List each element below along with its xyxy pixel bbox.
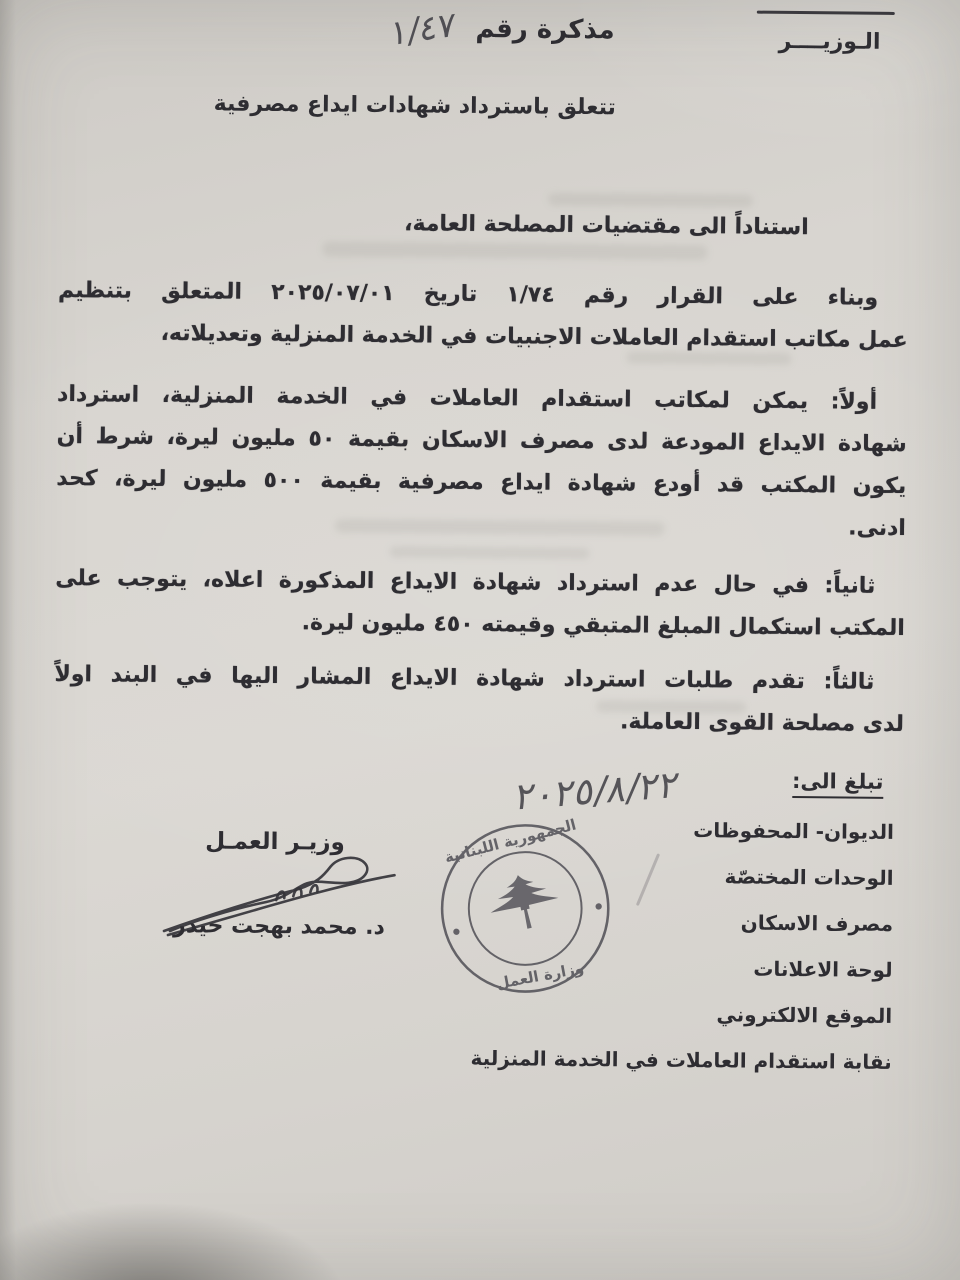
body-line: المكتب استكمال المبلغ المتبقي وقيمته ٤٥٠ مليون ليرة. [301, 610, 906, 642]
minister-label: الـوزيــــر [778, 28, 881, 55]
bleed-through-artifact [596, 700, 746, 713]
paragraph-preamble-2 [57, 270, 908, 362]
memo-title-row [389, 4, 615, 55]
bleed-through-artifact [390, 546, 590, 559]
paragraph-second-clause [55, 558, 906, 650]
body-line: ادنى. [848, 515, 906, 542]
bleed-through-artifact [548, 193, 753, 208]
list-item: مصرف الاسكان [740, 910, 894, 936]
list-item: الوحدات المختصّة [724, 864, 894, 890]
letterhead-rule [757, 11, 895, 15]
list-item: لوحة الاعلانات [753, 956, 893, 982]
body-line: يكون المكتب قد أودع شهادة ايداع مصرفية بقيمة ٥٠٠ مليون ليرة، كحد [56, 465, 907, 500]
memo-subject: تتعلق باسترداد شهادات ايداع مصرفية [213, 91, 617, 121]
bleed-through-artifact [626, 351, 791, 365]
body-line: أولاً: يمكن لمكاتب استقدام العاملات في الخدمة المنزلية، استرداد [56, 381, 878, 415]
list-item: الديوان- المحفوظات [693, 818, 895, 844]
list-item: نقابة استقدام العاملات في الخدمة المنزلية [470, 1045, 892, 1074]
body-line: عمل مكاتب استقدام العاملات الاجنبيات في الخدمة المنزلية وتعديلاته، [160, 320, 908, 354]
memo-body [54, 200, 909, 746]
handwritten-received-date: ٢٠٢٥/٨/٢٢ [512, 762, 683, 819]
signer-title: وزيـر العمـل [205, 828, 345, 856]
stamp-country-text: الجمهورية اللبنانية [442, 815, 579, 867]
body-line: ثانياً: في حال عدم استرداد شهادة الايداع المذكورة اعلاه، يتوجب على [55, 565, 876, 599]
signer-name: د. محمد بهجت حيدر [173, 913, 385, 941]
memo-number-handwritten: ١/٤٧ [389, 4, 456, 55]
body-line: ثالثاً: تقدم طلبات استرداد شهادة الايداع المشار اليها في البند اولاً [54, 661, 875, 695]
distribution-list [470, 814, 894, 1094]
body-line: استناداً الى مقتضيات المصلحة العامة، [404, 211, 809, 241]
body-line: لدى مصلحة القوى العاملة. [619, 709, 905, 738]
paragraph-third-clause [54, 654, 905, 746]
notify-to-label: تبلغ الى: [792, 769, 884, 799]
stamp-ministry-text: وزارة العمل [494, 958, 586, 993]
body-line: شهادة الايداع المودعة لدى مصرف الاسكان بقيمة ٥٠ مليون ليرة، شرط أن [56, 423, 907, 458]
memo-number-label: مذكرة رقم [475, 13, 615, 46]
list-item: الموقع الالكتروني [716, 1002, 893, 1028]
body-line: وبناء على القرار رقم ١/٧٤ تاريخ ٢٠٢٥/٠٧/٠١ المتعلق بتنظيم [57, 277, 879, 311]
